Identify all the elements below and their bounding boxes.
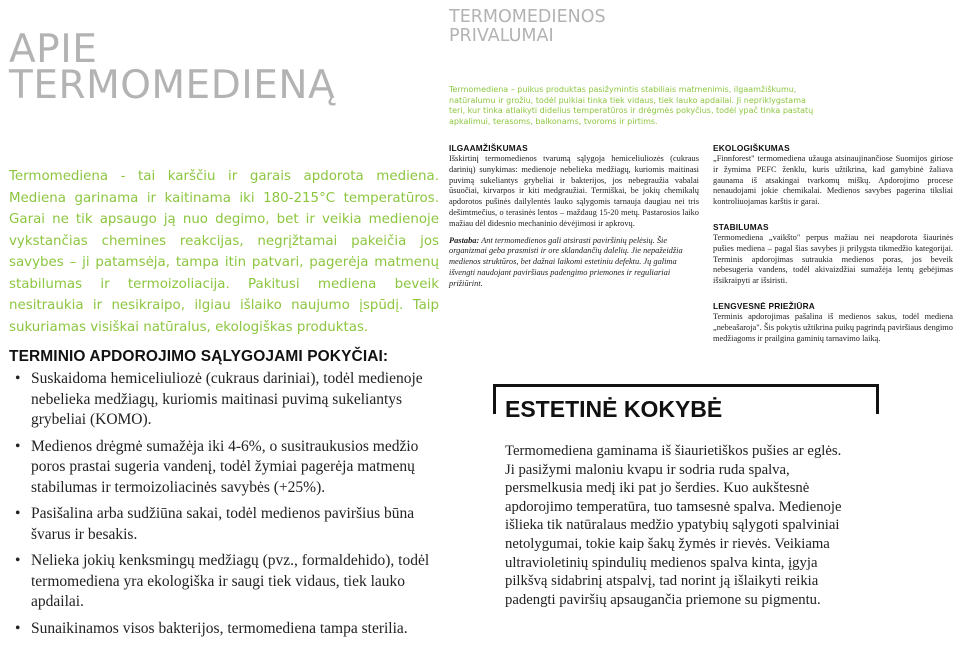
list-item: • Nelieka jokių kenksmingų medžiagų (pvz., formaldehido), todėl termomediena yra ekologiška ir saugi tiek vidaus, tiek lauko apdailai. — [9, 551, 439, 613]
intro-paragraph: Termomediena - tai karščiu ir garais apdorota mediena. Mediena garinama ir kaitinama iki 180-215°C temperatūros. Garai ne tik apsaugo ją nuo degimo, bet ir veikia medienoje vykstančias chemines reakcijas, negrįžtamai pakeičia jos savybes – ji patamsėja, tampa itin patvari, pagerėja matmenų stabilumas ir termoizoliacija. Pakitusi mediena beveik nesitraukia ir nesikraipo, ilgiau išlaiko naujumo įspūdį. Taip sukuriamas visiškai natūralus, ekologiškas produktas. — [9, 169, 439, 335]
stability-heading: STABILUMAS — [713, 222, 769, 232]
advantages-title-line2: PRIVALUMAI — [449, 26, 554, 46]
aesthetic-heading: ESTETINĖ KOKYBĖ — [505, 396, 728, 423]
list-item: • Sunaikinamos visos bakterijos, termomediena tampa sterilia. — [9, 619, 439, 640]
list-item: • Medienos drėgmė sumažėja iki 4-6%, o susitraukusios medžio poros prastai sugeria vandenį, todėl žymiai pagerėja matmenų stabilumas ir termoizoliacinės savybės (+25%). — [9, 437, 439, 499]
durability-text: Išskirtinį termomedienos tvarumą sąlygoja hemiceliuliozės (cukraus darinių) sunykimas: medienoje nebelieka medžiagų, kuriomis maitinasi puvimą sukeliantys grybeliai ir bakterijos, jos nebegraužia vabalai ūsuočiai, kirvarpos ir kiti medgraužiai. Termiškai, be jokių chemikalų apdorotos pušinės dailylentės lauko sąlygomis tarnauja daugiau nei tris dešimtmečius, o terasinės lentos – maždaug 15-20 metų. Pastarosios laiko mažiau dėl didesnio mechaninio dėvėjimosi ir apkrovų. — [449, 154, 699, 228]
stability-text: Termomediena „vaikšto" perpus mažiau nei neapdorota šiaurinės pušies mediena – pagal šias savybes ji prilygsta tikmedžio kategorijai. Terminis apdorojimas sutraukia medienos poras, jos beveik nebesugeria vandens, todėl akivaizdžiai sumažėja lentų gebėjimas išsikraipyti ar išsiristi. — [713, 233, 953, 286]
maintenance-heading: LENGVESNĖ PRIEŽIŪRA — [713, 301, 815, 311]
durability-heading: ILGAAMŽIŠKUMAS — [449, 143, 528, 153]
page-title-line1: APIE — [9, 27, 98, 72]
aesthetic-text: Termomediena gaminama iš šiaurietiškos pušies ar eglės. Ji pasižymi maloniu kvapu ir sodria ruda spalva, persmelkusia medį iki pat jo šerdies. Kuo aukštesnė apdorojimo temperatūra, tuo tamsesnė spalva. Medienoje išlieka tik natūralaus medžio ypatybių sąlygoti spalviniai netolygumai, tokie kaip šakų žymės ir rievės. Veikiama ultravioletinių spindulių medienos spalva kinta, įgyja pilkšvą sidabrinį atspalvį, tad norint ją išlaikyti reikia padengti paviršių apsaugančia priemone su pigmentu. — [505, 443, 842, 608]
list-item: • Suskaidoma hemiceliuliozė (cukraus dariniai), todėl medienoje nebelieka medžiagų, kuriomis maitinasi puvimą sukeliantys grybeliai (KOMO). — [9, 369, 439, 431]
list-item: • Pasišalina arba sudžiūna sakai, todėl medienos paviršius būna švarus ir besakis. — [9, 504, 439, 545]
stability-section — [713, 222, 953, 287]
durability-note — [449, 236, 699, 290]
ecology-section — [713, 143, 953, 208]
advantages-title-line1: TERMOMEDIENOS — [449, 7, 606, 27]
page-title — [9, 27, 389, 108]
maintenance-text: Terminis apdorojimas pašalina iš medienos sakus, todėl mediena „nebeašaroja". Šis pokytis užtikrina puikų pagrindą paviršiaus dengimo medžiagoms ir prailgina gaminių tarnavimo laiką. — [713, 312, 953, 343]
note-text: Ant termomedienos gali atsirasti paviršinių pelėsių. Šie organizmai geba prasmisti ir ore sklandančių dalelių. Jie nepažeidžia medienos struktūros, bet dažnai laikomi estetiniu defektu. Jų galima išvengti naudojant paviršiaus padengimo priemones ir reguliariai prižiūrint. — [449, 235, 683, 288]
changes-list — [9, 369, 439, 645]
advantages-intro: Termomediena – puikus produktas pasižymintis stabiliais matmenimis, ilgaamžiškumu, natūralumu ir grožiu, todėl puikiai tinka tiek vidaus, tiek lauko apdailai. Ji nepriklygstama teri, kur tinka atlaikyti didelius temperatūros ir drėgmės pokyčius, todėl ypač tinka pastatų apkalimui, terasoms, balkonams, tvoroms ir pirtims. — [449, 85, 814, 126]
maintenance-section — [713, 301, 953, 344]
durability-section — [449, 143, 699, 290]
page-title-line2: TERMOMEDIENĄ — [9, 63, 336, 108]
ecology-heading: EKOLOGIŠKUMAS — [713, 143, 790, 153]
ecology-text: „Finnforest" termomediena užauga atsinaujinančiose Suomijos giriose ir žymima PEFC ženklu, kuris užtikrina, kad gamybinė žaliava gaunama iš atsakingai tvarkomų miškų. Apdorojimo procese nenaudojami jokie chemikalai. Medienos savybes pagerina tiksliai kontroliuojamas karštis ir garai. — [713, 154, 953, 207]
note-label: Pastaba: — [449, 235, 480, 245]
changes-heading: TERMINIO APDOROJIMO SĄLYGOJAMI POKYČIAI: — [9, 348, 389, 365]
advantages-title — [449, 8, 709, 46]
